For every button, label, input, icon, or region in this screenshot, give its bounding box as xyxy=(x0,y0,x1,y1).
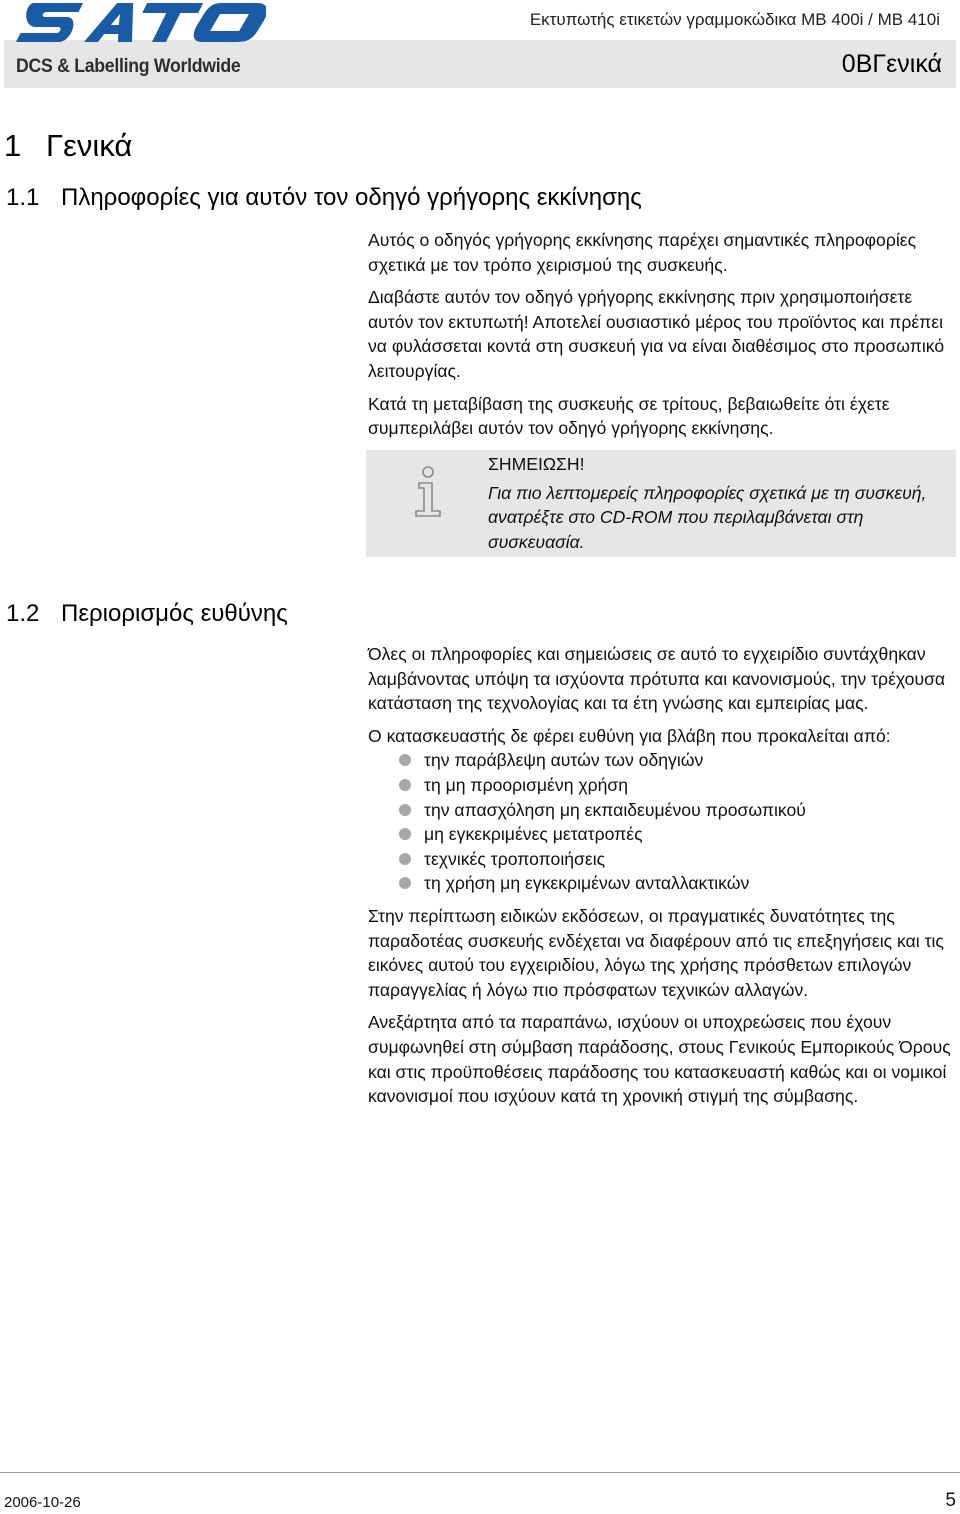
section-number: 1.1 xyxy=(6,184,40,211)
section-heading-1-2 xyxy=(6,600,288,628)
footer-divider xyxy=(0,1472,960,1473)
list-item: μη εγκεκριμένες μετατροπές xyxy=(368,822,960,847)
paragraph: Κατά τη μεταβίβαση της συσκευής σε τρίτους, βεβαιωθείτε ότι έχετε συμπεριλάβει αυτόν τον οδηγό γρήγορης εκκίνησης. xyxy=(368,393,890,439)
sato-logo xyxy=(14,0,266,46)
list-item: τη χρήση μη εγκεκριμένων ανταλλακτικών xyxy=(368,871,960,896)
note-box xyxy=(366,450,956,557)
paragraph: Όλες οι πληροφορίες και σημειώσεις σε αυτό το εγχειρίδιο συντάχθηκαν λαμβάνοντας υπόψη τα ισχύοντα πρότυπα και κανονισμούς, την τρέχουσα κατάσταση της τεχνολογίας και τα έτη γνώσης και εμπειρίας μας. xyxy=(368,644,946,714)
bullet-icon xyxy=(399,804,411,816)
bullet-icon xyxy=(399,853,411,865)
section-1-1-body xyxy=(368,228,960,449)
section-number: 1.2 xyxy=(6,600,40,627)
list-item: την απασχόληση μη εκπαιδευμένου προσωπικού xyxy=(368,798,960,823)
chapter-title: Γενικά xyxy=(46,128,133,163)
paragraph: Αυτός ο οδηγός γρήγορης εκκίνησης παρέχει σημαντικές πληροφορίες σχετικά με τον τρόπο χειρισμού της συσκευής. xyxy=(368,230,917,275)
section-1-2-body xyxy=(368,642,960,1117)
bullet-icon xyxy=(399,828,411,840)
document-title: Εκτυπωτής ετικετών γραμμοκώδικα MB 400i / MB 410i xyxy=(529,10,940,29)
paragraph: Στην περίπτωση ειδικών εκδόσεων, οι πραγματικές δυνατότητες της παραδοτέας συσκευής ενδέχεται να διαφέρουν από τις επεξηγήσεις και τις εικόνες αυτού του εγχειριδίου, λόγω της χρήσης πρόσθετων επιλογών παραγγελίας ή λόγω πιο πρόσφατων τεχνικών αλλαγών. xyxy=(368,905,944,1000)
section-title: Περιορισμός ευθύνης xyxy=(61,600,288,627)
info-icon xyxy=(413,466,445,518)
list-item: τη μη προορισμένη χρήση xyxy=(368,773,960,798)
chapter-number: 1 xyxy=(4,128,22,163)
liability-list xyxy=(368,748,960,896)
section-heading-1-1 xyxy=(6,184,642,212)
paragraph: Ο κατασκευαστής δε φέρει ευθύνη για βλάβη που προκαλείται από: xyxy=(368,725,891,746)
header-chapter-label: 0ΒΓενικά xyxy=(841,50,942,78)
chapter-heading xyxy=(4,128,132,164)
page-header xyxy=(0,0,960,92)
bullet-icon xyxy=(399,754,411,766)
section-title: Πληροφορίες για αυτόν τον οδηγό γρήγορης εκκίνησης xyxy=(61,184,642,211)
page-number: 5 xyxy=(945,1490,956,1511)
footer-date: 2006-10-26 xyxy=(4,1494,81,1511)
logo-tagline: DCS & Labelling Worldwide xyxy=(16,56,241,77)
bullet-icon xyxy=(399,877,411,889)
note-body: Για πιο λεπτομερείς πληροφορίες σχετικά με τη συσκευή, ανατρέξτε στο CD-ROM που περιλαμβάνεται στη συσκευασία. xyxy=(488,482,927,552)
paragraph: Διαβάστε αυτόν τον οδηγό γρήγορης εκκίνησης πριν χρησιμοποιήσετε αυτόν τον εκτυπωτή! Αποτελεί ουσιαστικό μέρος του προϊόντος και πρέπει να φυλάσσεται κοντά στη συσκευή για να είναι διαθέσιμος στο προσωπικό λειτουργίας. xyxy=(368,287,945,381)
bullet-icon xyxy=(399,779,411,791)
list-item: τεχνικές τροποποιήσεις xyxy=(368,847,960,872)
note-title: ΣΗΜΕΙΩΣΗ! xyxy=(488,454,585,474)
list-item: την παράβλεψη αυτών των οδηγιών xyxy=(368,748,960,773)
note-text xyxy=(488,452,948,554)
paragraph: Ανεξάρτητα από τα παραπάνω, ισχύουν οι υποχρεώσεις που έχουν συμφωνηθεί στη σύμβαση παράδοσης, στους Γενικούς Εμπορικούς Όρους και στις προϋποθέσεις παράδοσης του κατασκευαστή καθώς και οι νομικοί κανονισμοί που ισχύουν κατά τη χρονική στιγμή της σύμβασης. xyxy=(368,1012,951,1107)
